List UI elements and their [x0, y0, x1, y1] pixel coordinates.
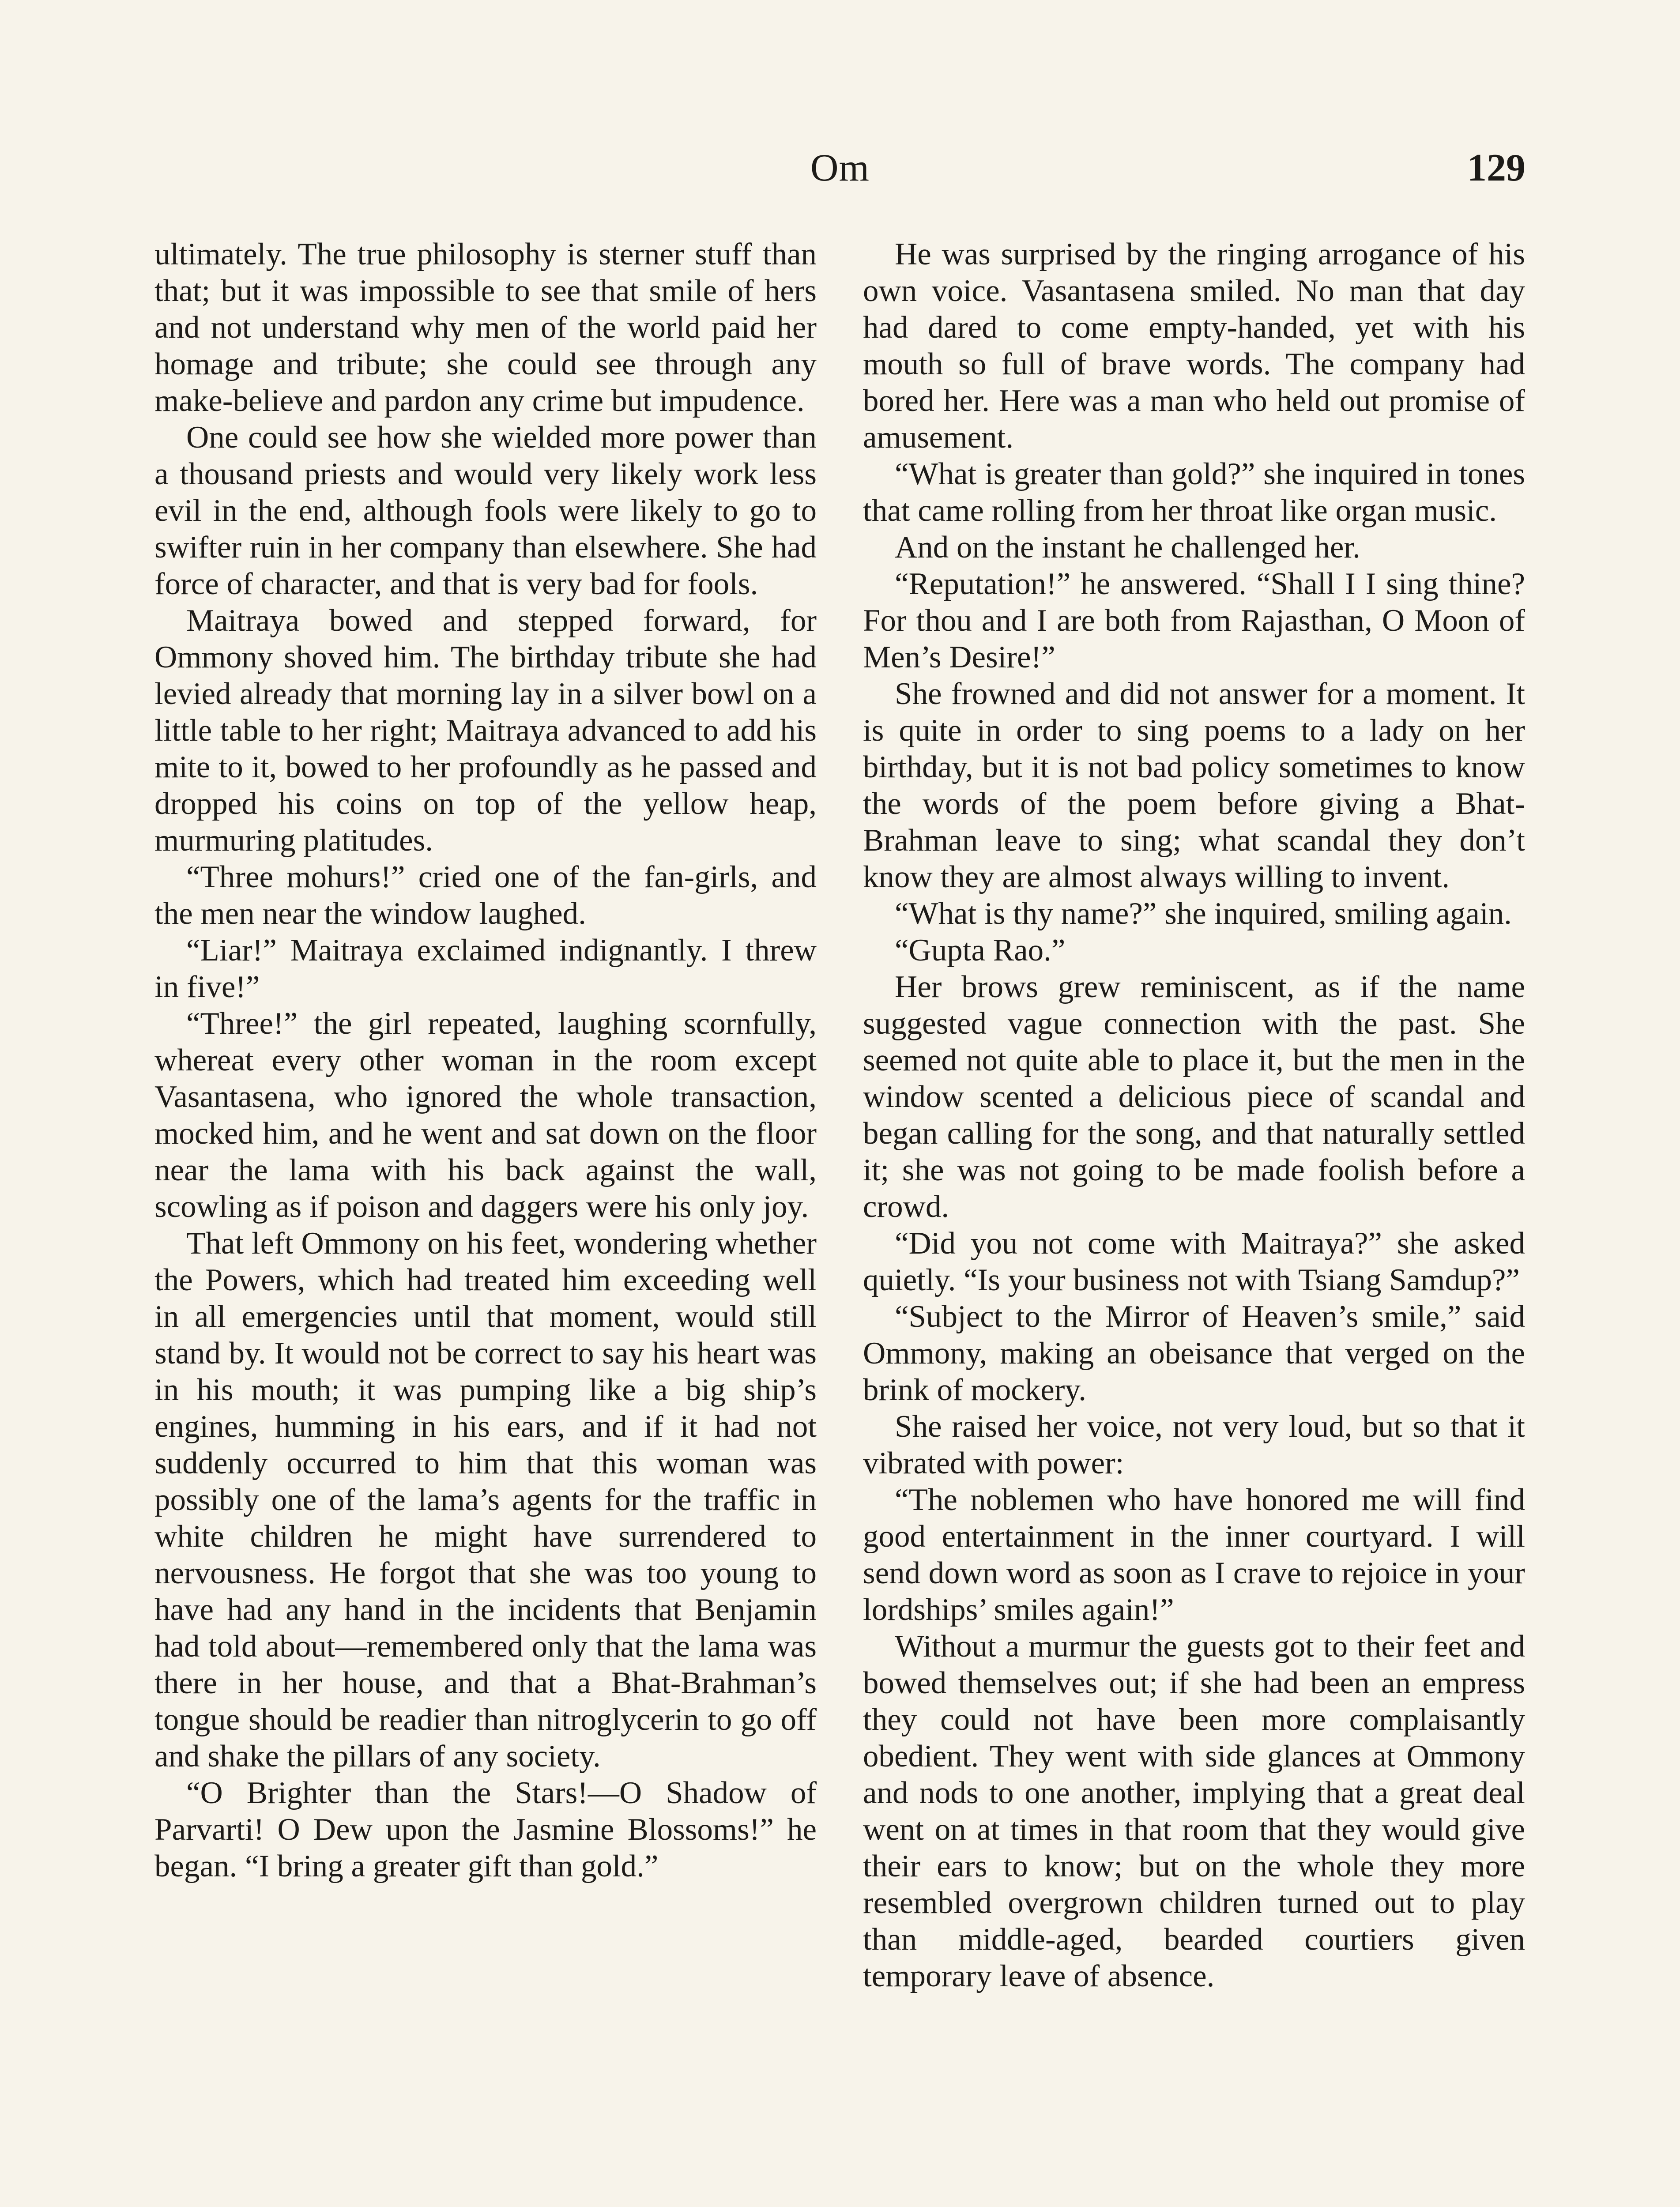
paragraph: That left Ommony on his feet, wondering whether the Powers, which had treated him exceeding well in all emergencies until that moment, would still stand by. It would not be correct to say his heart was in his mouth; it was pumping like a big ship’s engines, humming in his ears, and if it had not suddenly occurred to him that this woman was possibly one of the lama’s agents for the traffic in white children he might have surrendered to nervousness. He forgot that she was too young to have had any hand in the incidents that Benjamin had told about—remembered only that the lama was there in her house, and that a Bhat-Brahman’s tongue should be readier than nitroglycerin to go off and shake the pillars of any society.	[154, 1226, 817, 1774]
paragraph: “What is thy name?” she inquired, smiling again.	[895, 896, 1512, 931]
paragraph: “The noblemen who have honored me will find good entertainment in the inner courtyard. I will send down word as soon as I crave to rejoice in your lordships’ smiles again!”	[863, 1483, 1525, 1627]
paragraph: “Did you not come with Maitraya?” she asked quietly. “Is your business not with Tsiang Samdup?”	[863, 1226, 1525, 1297]
running-title: Om	[810, 147, 870, 189]
paragraph: “What is greater than gold?” she inquired in tones that came rolling from her throat like organ music.	[863, 457, 1525, 528]
left-column	[154, 236, 817, 1885]
paragraph: She frowned and did not answer for a moment. It is quite in order to sing poems to a lady on her birthday, but it is not bad policy sometimes to know the words of the poem before giving a Bhat-Brahman leave to sing; what scandal they don’t know they are almost always willing to invent.	[863, 677, 1525, 894]
paragraph: And on the instant he challenged her.	[895, 530, 1360, 565]
paragraph: ultimately. The true philosophy is sterner stuff than that; but it was impossible to see that smile of hers and not understand why men of the world paid her homage and tribute; she could see through any make-believe and pardon any crime but impudence.	[154, 237, 817, 418]
paragraph: He was surprised by the ringing arrogance of his own voice. Vasantasena smiled. No man that day had dared to come empty-handed, yet with his mouth so full of brave words. The company had bored her. Here was a man who held out promise of amusement.	[863, 237, 1525, 455]
paragraph: She raised her voice, not very loud, but so that it vibrated with power:	[863, 1409, 1525, 1480]
running-head	[0, 146, 1680, 203]
paragraph: “Reputation!” he answered. “Shall I I sing thine? For thou and I are both from Rajasthan, O Moon of Men’s Desire!”	[863, 567, 1525, 674]
paragraph: “Liar!” Maitraya exclaimed indignantly. I threw in five!”	[154, 933, 817, 1004]
paragraph: One could see how she wielded more power than a thousand priests and would very likely work less evil in the end, although fools were likely to go to swifter ruin in her company than elsewhere. She had force of character, and that is very bad for fools.	[154, 420, 817, 601]
paragraph: “Three!” the girl repeated, laughing scornfully, whereat every other woman in the room except Vasantasena, who ignored the whole transaction, mocked him, and he went and sat down on the floor near the lama with his back against the wall, scowling as if poison and daggers were his only joy.	[154, 1006, 817, 1224]
paragraph: Maitraya bowed and stepped forward, for Ommony shoved him. The birthday tribute she had levied already that morning lay in a silver bowl on a little table to her right; Maitraya advanced to add his mite to it, bowed to her profoundly as he passed and dropped his coins on top of the yellow heap, murmuring platitudes.	[154, 603, 817, 858]
paragraph: Without a murmur the guests got to their feet and bowed themselves out; if she had been an empress they could not have been more complaisantly obedient. They went with side glances at Ommony and nods to one another, implying that a great deal went on at times in that room that they would give their ears to know; but on the whole they more resembled overgrown children turned out to play than middle-aged, bearded courtiers given temporary leave of absence.	[863, 1629, 1525, 1993]
paragraph: “Subject to the Mirror of Heaven’s smile,” said Ommony, making an obeisance that verged on the brink of mockery.	[863, 1299, 1525, 1407]
page-number: 129	[1467, 147, 1526, 189]
paragraph: “Three mohurs!” cried one of the fan-girls, and the men near the window laughed.	[154, 860, 817, 931]
paragraph: “O Brighter than the Stars!—O Shadow of Parvarti! O Dew upon the Jasmine Blossoms!” he began. “I bring a greater gift than gold.”	[154, 1776, 817, 1883]
right-column	[863, 236, 1525, 1995]
paragraph: Her brows grew reminiscent, as if the name suggested vague connection with the past. She seemed not quite able to place it, but the men in the window scented a delicious piece of scandal and began calling for the song, and that naturally settled it; she was not going to be made foolish before a crowd.	[863, 970, 1525, 1224]
paragraph: “Gupta Rao.”	[895, 933, 1066, 968]
